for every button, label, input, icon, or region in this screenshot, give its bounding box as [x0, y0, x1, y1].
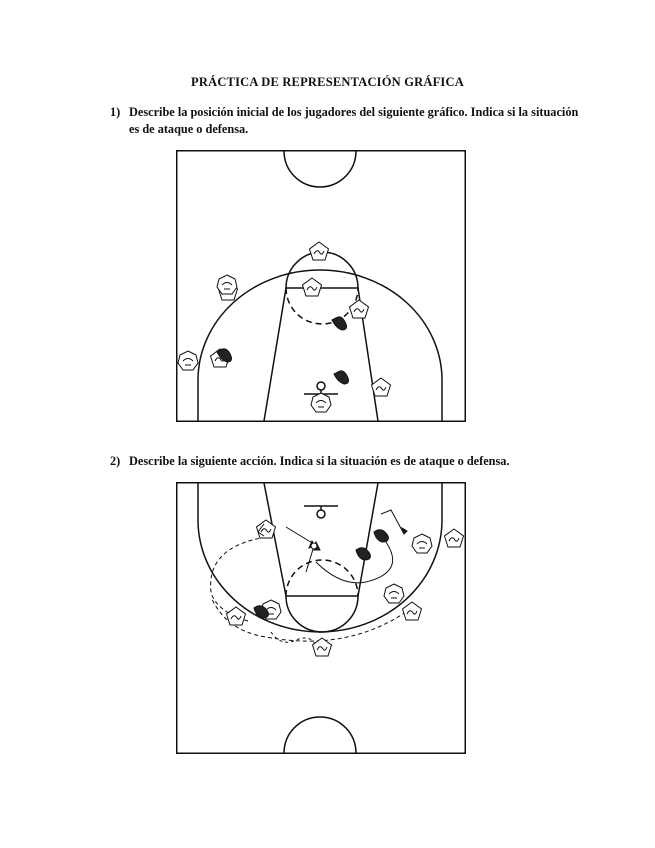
attacker-icon [310, 242, 329, 260]
defender-icon [217, 275, 237, 294]
movement-line [381, 510, 404, 534]
hand-icon [356, 548, 370, 560]
attacker-icon [403, 602, 422, 620]
center-circle [284, 717, 356, 753]
free-throw-circle-bottom [286, 288, 358, 324]
center-circle [284, 151, 356, 187]
question-1-text: Describe la posición inicial de los jugadores del siguiente gráfico. Indica si la situación es de ataque o defensa. [129, 105, 579, 136]
question-1-number: 1) [110, 105, 121, 119]
free-throw-circle-top [286, 560, 358, 596]
attacker-icon [227, 607, 246, 625]
free-throw-circle-bottom [286, 596, 358, 632]
question-1 [110, 104, 580, 138]
arrowhead-icon [402, 528, 407, 534]
attacker-icon [257, 520, 276, 538]
attacker-icon [350, 300, 369, 318]
half-court-diagram-2 [176, 482, 466, 754]
ball-icon [311, 543, 317, 549]
hand-icon [332, 317, 347, 330]
court-boundary [177, 483, 466, 754]
pass-arrow [306, 546, 314, 572]
rim [317, 382, 325, 390]
half-court-diagram-1 [176, 150, 466, 422]
free-throw-lane [264, 483, 378, 596]
question-2-text: Describe la siguiente acción. Indica si la situación es de ataque o defensa. [129, 454, 510, 468]
movement-line [316, 542, 393, 583]
defender-icon [311, 393, 331, 412]
attacker-icon [445, 529, 464, 547]
question-2-number: 2) [110, 454, 121, 468]
attacker-icon [313, 638, 332, 656]
attacker-icon [372, 378, 391, 396]
rim [317, 510, 325, 518]
hand-icon [374, 530, 388, 542]
pass-arrow [286, 527, 314, 544]
defender-icon [384, 584, 404, 603]
attacker-icon [303, 278, 322, 296]
hand-icon [334, 371, 349, 384]
defender-icon [412, 534, 432, 553]
question-2 [110, 453, 580, 470]
defender-icon [178, 351, 198, 370]
page-title: PRÁCTICA DE REPRESENTACIÓN GRÁFICA [191, 75, 464, 89]
